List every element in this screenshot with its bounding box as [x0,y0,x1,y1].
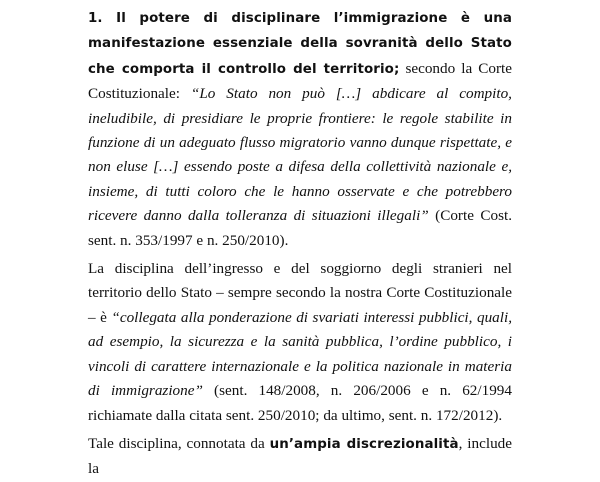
paragraph-2-quote: “collegata alla ponderazione di svariati interessi pubblici, quali, ad esempio, la sicurezza e la sanità pubblica, l’ordine pubblico, i vincoli di carattere internazionale e la politica nazionale in materia di immigrazione” [88,308,512,400]
paragraph-3 [88,432,512,482]
paragraph-1-lead-text: secondo la Corte Costituzionale: [88,59,512,103]
paragraph-1 [88,6,512,253]
paragraph-2 [88,257,512,428]
paragraph-3-trailing-text: , include la [88,434,513,478]
paragraph-3-lead-text: Tale disciplina, connotata da [88,434,270,452]
paragraph-2-citation: (sent. 148/2008, n. 206/2006 e n. 62/1994 richiamate dalla citata sent. 250/2010; da ultimo, sent. n. 172/2012). [88,382,512,424]
paragraph-1-heading: 1. Il potere di disciplinare l’immigrazione è una manifestazione essenziale della sovranità dello Stato che comporta il controllo del territorio; [88,11,512,77]
paragraph-3-emphasis: un’ampia discrezionalità [269,436,459,452]
paragraph-1-quote: “Lo Stato non può […] abdicare al compito, ineludibile, di presidiare le proprie frontiere: le regole stabilite in funzione di un adeguato flusso migratorio vanno dunque rispettate, e non eluse […] essendo poste a difesa della collettività nazionale e, insieme, di tutti coloro che le hanno osservate e che potrebbero ricevere danno dalla tolleranza di situazioni illegali” [88,85,512,225]
paragraph-1-citation: (Corte Cost. sent. n. 353/1997 e n. 250/2010). [88,207,513,249]
document-page [88,6,512,482]
paragraph-2-lead-text: La disciplina dell’ingresso e del soggiorno degli stranieri nel territorio dello Stato – sempre secondo la nostra Corte Costituzionale – è [88,260,512,326]
